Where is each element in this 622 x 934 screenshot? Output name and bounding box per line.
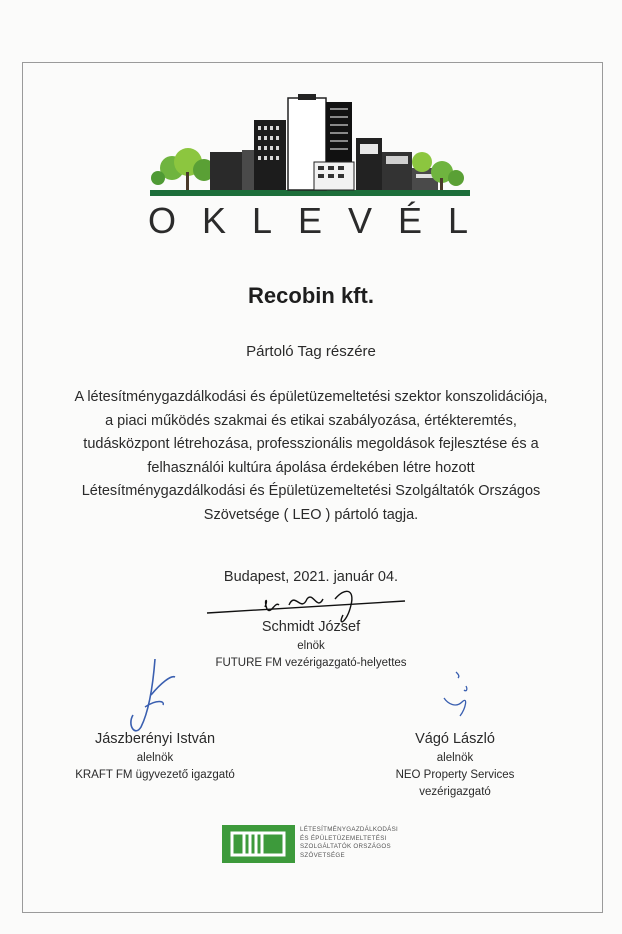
leo-logo-text bbox=[300, 826, 430, 860]
certificate-body bbox=[40, 386, 582, 527]
signer-role: elnök bbox=[297, 640, 325, 652]
certificate-title: OKLEVÉL bbox=[147, 200, 495, 241]
signer-title: vezérigazgató bbox=[419, 786, 491, 798]
recipient-organization: Recobin kft. bbox=[248, 283, 374, 308]
signer-company: KRAFT FM ügyvezető igazgató bbox=[75, 769, 235, 781]
issue-date: Budapest, 2021. január 04. bbox=[223, 569, 399, 585]
signer-role: alelnök bbox=[436, 752, 474, 764]
body-line: tudásközpont létrehozása, professzionális megoldások fejlesztése és a bbox=[83, 436, 539, 452]
vice-right-signer bbox=[355, 731, 555, 798]
signer-name: Vágó László bbox=[415, 731, 495, 747]
membership-type: Pártoló Tag részére bbox=[246, 343, 376, 360]
signer-role: alelnök bbox=[136, 752, 174, 764]
body-line: felhasználói kultúra ápolása érdekében létre hozott bbox=[147, 459, 475, 476]
body-line: A létesítménygazdálkodási és épületüzemeltetési szektor konszolidációja, bbox=[74, 389, 548, 405]
vice-left-signer bbox=[50, 731, 260, 781]
vice-left-signature bbox=[105, 655, 195, 740]
president-signer bbox=[211, 619, 411, 669]
vice-right-signature bbox=[430, 668, 480, 723]
signer-name: Jászberényi István bbox=[94, 731, 216, 747]
signer-company: NEO Property Services bbox=[395, 769, 515, 781]
logo-text-line: LÉTESÍTMÉNYGAZDÁLKODÁSI bbox=[300, 826, 399, 833]
logo-text-line: SZOLGÁLTATÓK ORSZÁGOS bbox=[300, 843, 391, 850]
logo-text-line: ÉS ÉPÜLETÜZEMELTETÉSI bbox=[300, 834, 387, 842]
city-skyline-illustration bbox=[150, 92, 470, 200]
signer-name: Schmidt József bbox=[261, 619, 361, 635]
leo-logo-mark bbox=[222, 825, 295, 863]
logo-text-line: SZÖVETSÉGE bbox=[300, 851, 345, 859]
leo-logo bbox=[222, 825, 412, 863]
signer-company: FUTURE FM vezérigazgató-helyettes bbox=[215, 657, 407, 669]
body-line: Szövetsége ( LEO ) pártoló tagja. bbox=[203, 506, 419, 523]
body-line: a piaci működés szakmai és etikai szabályozása, értékteremtés, bbox=[105, 412, 517, 429]
body-line: Létesítménygazdálkodási és Épületüzemeltetési Szolgáltatók Országos bbox=[81, 483, 541, 499]
